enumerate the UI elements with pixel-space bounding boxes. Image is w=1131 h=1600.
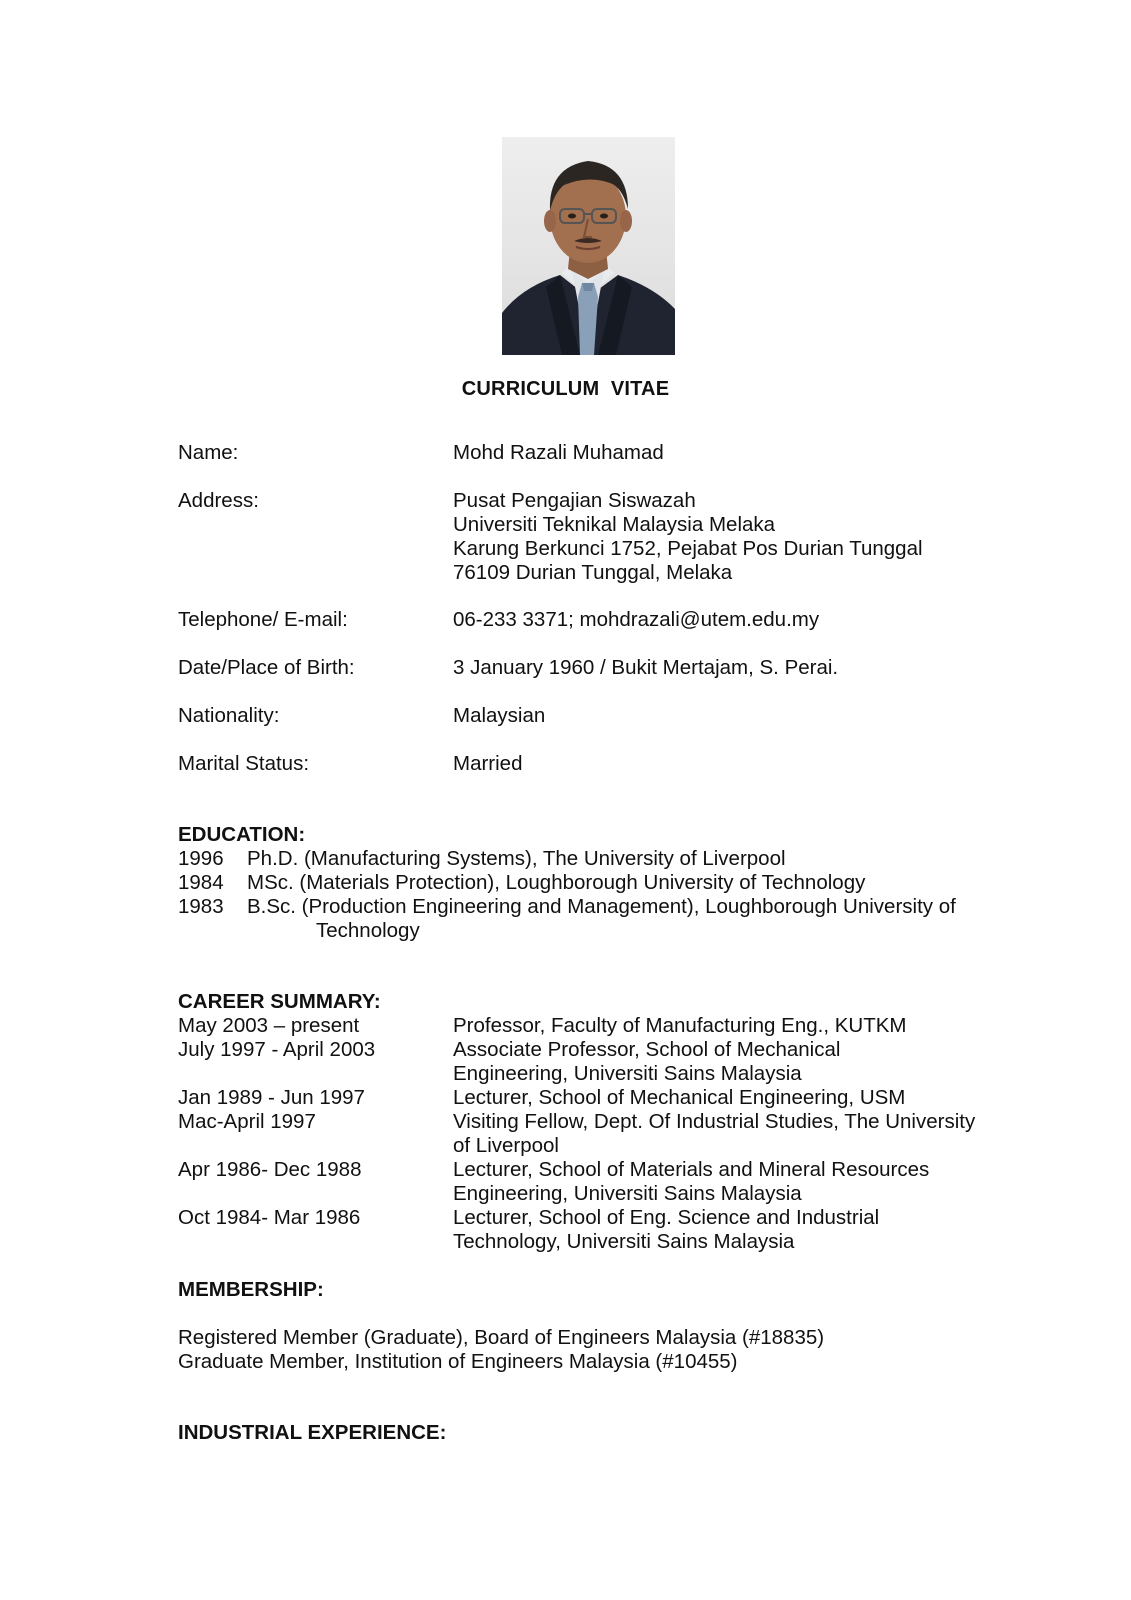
- education-heading: EDUCATION:: [178, 823, 306, 846]
- birth-label: Date/Place of Birth:: [178, 656, 355, 679]
- career-position: Lecturer, School of Eng. Science and Industrial Technology, Universiti Sains Malaysia: [453, 1206, 880, 1253]
- address-value: Pusat Pengajian Siswazah Universiti Teknikal Malaysia Melaka Karung Berkunci 1752, Pejabat Pos Durian Tunggal 76109 Durian Tunggal, Melaka: [453, 489, 923, 584]
- career-position: Professor, Faculty of Manufacturing Eng., KUTKM: [453, 1014, 907, 1037]
- name-label: Name:: [178, 441, 239, 464]
- career-period: Oct 1984- Mar 1986: [178, 1206, 361, 1229]
- education-year: 1996: [178, 847, 224, 870]
- career-period: May 2003 – present: [178, 1014, 360, 1037]
- nationality-value: Malaysian: [453, 704, 546, 727]
- career-period: Jan 1989 - Jun 1997: [178, 1086, 365, 1109]
- contact-label: Telephone/ E-mail:: [178, 608, 348, 631]
- address-label: Address:: [178, 489, 259, 512]
- career-period: Apr 1986- Dec 1988: [178, 1158, 362, 1181]
- membership-item: Graduate Member, Institution of Engineers Malaysia (#10455): [178, 1350, 738, 1373]
- membership-heading: MEMBERSHIP:: [178, 1278, 324, 1301]
- document-title: CURRICULUM VITAE: [461, 378, 670, 400]
- career-position: Lecturer, School of Materials and Mineral Resources Engineering, Universiti Sains Malaysia: [453, 1158, 930, 1205]
- career-position: Lecturer, School of Mechanical Engineering, USM: [453, 1086, 906, 1109]
- marital-value: Married: [453, 752, 523, 775]
- birth-value: 3 January 1960 / Bukit Mertajam, S. Perai.: [453, 656, 839, 679]
- education-year: 1984: [178, 871, 224, 894]
- career-position: Visiting Fellow, Dept. Of Industrial Studies, The University of Liverpool: [453, 1110, 976, 1157]
- education-description: MSc. (Materials Protection), Loughborough University of Technology: [247, 871, 866, 894]
- industrial-experience-heading: INDUSTRIAL EXPERIENCE:: [178, 1421, 447, 1444]
- career-period: July 1997 - April 2003: [178, 1038, 376, 1061]
- education-description: Ph.D. (Manufacturing Systems), The University of Liverpool: [247, 847, 786, 870]
- name-value: Mohd Razali Muhamad: [453, 441, 664, 464]
- career-period: Mac-April 1997: [178, 1110, 316, 1133]
- person-portrait-icon: [502, 137, 675, 355]
- marital-label: Marital Status:: [178, 752, 310, 775]
- nationality-label: Nationality:: [178, 704, 280, 727]
- career-position: Associate Professor, School of Mechanical Engineering, Universiti Sains Malaysia: [453, 1038, 841, 1085]
- career-heading: CAREER SUMMARY:: [178, 990, 381, 1013]
- education-description: B.Sc. (Production Engineering and Management), Loughborough University of Technology: [247, 895, 956, 942]
- portrait-photo: [502, 137, 675, 355]
- education-year: 1983: [178, 895, 224, 918]
- contact-value: 06-233 3371; mohdrazali@utem.edu.my: [453, 608, 820, 631]
- membership-item: Registered Member (Graduate), Board of Engineers Malaysia (#18835): [178, 1326, 825, 1349]
